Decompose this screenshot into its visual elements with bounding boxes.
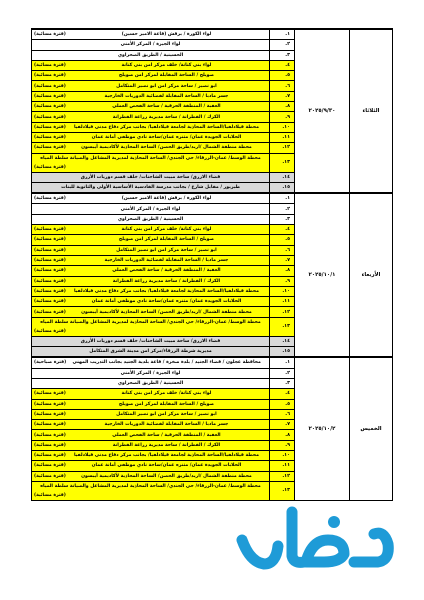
location-text: الكرك / القطرانة / ساحة مديرية زراعة القطرانة bbox=[112, 442, 221, 448]
row-number: ٥. bbox=[270, 71, 295, 81]
row-number: ١٣. bbox=[270, 317, 295, 336]
rased-watermark-logo bbox=[228, 500, 400, 586]
location-text: لواء بني كنانة/ خلف مركز امن بني كنانة bbox=[121, 391, 212, 397]
location-cell bbox=[32, 91, 270, 101]
location-text: محطة منطقة الشمال /اربد/طريق الحصن/ الساحة المحاذية لأكاديمية أيبسون bbox=[81, 145, 252, 151]
location-text: الحلابات الجويدة عمان/ متنزه عمان/ساحة نادي موظفي أمانة عمان bbox=[91, 463, 242, 469]
location-text: ابو نصير / ساحة مركز امن ابو نصير المتكامل bbox=[116, 247, 217, 253]
location-cell bbox=[32, 389, 270, 399]
location-cell bbox=[32, 317, 270, 336]
location-cell bbox=[32, 276, 270, 286]
row-number: ٤. bbox=[270, 60, 295, 70]
period-note: (فترة مسائية) bbox=[34, 247, 66, 253]
location-cell bbox=[32, 368, 270, 378]
location-text: محافظة عجلون / قضاء الجنيد / بلدة صخرة / قاعة بلدية الجنيد بجانب التدريب المهني bbox=[72, 360, 261, 366]
row-number: ١١. bbox=[270, 461, 295, 471]
period-note: (فترة مسائية) bbox=[34, 278, 66, 284]
location-text: محطة الوسط/ عمان-الزرقاء/ حي الجندي/ الساحة المحاذية لمديرية المشاغل والصيانة سلطة المياه bbox=[40, 319, 261, 325]
row-number: ١٣. bbox=[270, 153, 295, 172]
schedule-row bbox=[32, 29, 393, 40]
row-number: ١١. bbox=[270, 132, 295, 142]
location-cell bbox=[32, 347, 270, 358]
period-note: (فترة مسائية) bbox=[34, 73, 66, 79]
period-note: (فترة مسائية) bbox=[34, 328, 66, 334]
row-number: ١١. bbox=[270, 297, 295, 307]
location-cell bbox=[32, 450, 270, 460]
period-note: (فترة مسائية) bbox=[34, 288, 66, 294]
location-text: محطة الوسط/ عمان-الزرقاء/ حي الجندي/ الساحة المحاذية لمديرية المشاغل والصيانة سلطة المياه bbox=[40, 483, 261, 489]
location-text: صويلح / الساحة المقابلة لمركز امن صويلح bbox=[118, 401, 214, 407]
row-number: ٢. bbox=[270, 368, 295, 378]
location-text: لواء بني كنانة/ خلف مركز امن بني كنانة bbox=[121, 227, 212, 233]
row-number: ٥. bbox=[270, 235, 295, 245]
row-number: ٧. bbox=[270, 420, 295, 430]
location-cell bbox=[32, 297, 270, 307]
location-cell bbox=[32, 40, 270, 50]
period-note: (فترة مسائية) bbox=[34, 391, 66, 397]
row-number: ٥. bbox=[270, 399, 295, 409]
period-note: (فترة مسائية) bbox=[34, 114, 66, 120]
location-cell bbox=[32, 481, 270, 500]
row-number: ٨. bbox=[270, 266, 295, 276]
row-number: ٩. bbox=[270, 112, 295, 122]
row-number: ٨. bbox=[270, 102, 295, 112]
location-text: محطة منطقة الشمال /اربد/طريق الحصن/ الساحة المحاذية لأكاديمية أيبسون bbox=[81, 473, 252, 479]
location-cell bbox=[32, 225, 270, 235]
period-note: (فترة مسائية) bbox=[34, 93, 66, 99]
location-text: ابو نصير / ساحة مركز امن ابو نصير المتكامل bbox=[116, 411, 217, 417]
location-cell bbox=[32, 357, 270, 368]
location-cell bbox=[32, 132, 270, 142]
location-text: لواء الجيزة / المركز الأمني bbox=[120, 206, 181, 212]
row-number: ١٤. bbox=[270, 336, 295, 346]
location-cell bbox=[32, 204, 270, 214]
location-text: ابو نصير / ساحة مركز امن ابو نصير المتكامل bbox=[116, 83, 217, 89]
location-text: لواء الجيزة / المركز الأمني bbox=[120, 370, 181, 376]
row-number: ١. bbox=[270, 357, 295, 368]
location-cell bbox=[32, 399, 270, 409]
period-note: (فترة مسائية) bbox=[34, 237, 66, 243]
row-number: ١. bbox=[270, 193, 295, 204]
period-note: (فترة مسائية) bbox=[34, 411, 66, 417]
row-number: ٦. bbox=[270, 81, 295, 91]
schedule-row bbox=[32, 193, 393, 204]
row-number: ٨. bbox=[270, 430, 295, 440]
row-number: ٩. bbox=[270, 440, 295, 450]
period-note: (فترة مسائية) bbox=[34, 32, 66, 38]
row-number: ١. bbox=[270, 29, 295, 40]
date-cell: ٢٠٢٥/١٠/١ bbox=[295, 193, 350, 357]
location-text: العقبة / المنطقة الحرفية / ساحة الفحص العملي bbox=[112, 432, 221, 438]
row-number: ١٠. bbox=[270, 286, 295, 296]
location-cell bbox=[32, 153, 270, 172]
period-note: (فترة مسائية) bbox=[34, 83, 66, 89]
location-cell bbox=[32, 471, 270, 481]
location-cell bbox=[32, 122, 270, 132]
location-cell bbox=[32, 214, 270, 224]
row-number: ٢. bbox=[270, 40, 295, 50]
date-cell: ٢٠٢٥/٩/٣٠ bbox=[295, 29, 350, 193]
period-note: (فترة مسائية) bbox=[34, 258, 66, 264]
location-cell bbox=[32, 420, 270, 430]
date-cell: ٢٠٢٥/١٠/٢ bbox=[295, 357, 350, 500]
location-cell bbox=[32, 81, 270, 91]
location-text: قضاء الازرق/ ساحة مبيت الشاحنات/ خلف قسم دوريات الأزرق bbox=[80, 338, 221, 344]
row-number: ٧. bbox=[270, 91, 295, 101]
location-cell bbox=[32, 172, 270, 182]
period-note: (فترة مسائية) bbox=[34, 268, 66, 274]
period-note: (فترة مسائية) bbox=[34, 299, 66, 305]
period-note: (فترة مسائية) bbox=[34, 442, 66, 448]
location-text: محطة فيلادلفيا/الساحة المحاذية لجامعة فيلادلفيا/ بجانب مركز دفاع مدني فيلادلفيا bbox=[73, 124, 259, 130]
location-cell bbox=[32, 430, 270, 440]
row-number: ٤. bbox=[270, 225, 295, 235]
schedule-row bbox=[32, 357, 393, 368]
location-cell bbox=[32, 255, 270, 265]
rased-logo-icon bbox=[228, 500, 400, 586]
location-text: الحلابات الجويدة عمان/ متنزه عمان/ساحة نادي موظفي أمانة عمان bbox=[91, 299, 242, 305]
location-cell bbox=[32, 245, 270, 255]
location-text: الحلابات الجويدة عمان/ متنزه عمان/ساحة نادي موظفي أمانة عمان bbox=[91, 135, 242, 141]
period-note: (فترة مسائية) bbox=[34, 401, 66, 407]
row-number: ١٥. bbox=[270, 182, 295, 193]
location-cell bbox=[32, 29, 270, 40]
period-note: (فترة مسائية) bbox=[34, 104, 66, 110]
location-cell bbox=[32, 307, 270, 317]
row-number: ٣. bbox=[270, 50, 295, 60]
row-number: ٢. bbox=[270, 204, 295, 214]
location-text: العقبة / المنطقة الحرفية / ساحة الفحص العملي bbox=[112, 268, 221, 274]
location-text: لواء الجيزة / المركز الأمني bbox=[120, 42, 181, 48]
day-cell: الثلاثاء bbox=[350, 29, 393, 193]
location-text: قضاء الازرق/ ساحة مبيت الشاحنات/ خلف قسم دوريات الأزرق bbox=[80, 174, 221, 180]
period-note: (فترة مسائية) bbox=[34, 164, 66, 170]
row-number: ١٢. bbox=[270, 143, 295, 153]
period-note: (فترة مسائية) bbox=[34, 422, 66, 428]
location-text: مديرية شرطة الزرقاء/مركز امن مدينة الشرق المتكامل bbox=[89, 349, 212, 355]
location-cell bbox=[32, 193, 270, 204]
location-cell bbox=[32, 440, 270, 450]
location-text: الحسينية / الطريق الصحراوي bbox=[117, 52, 184, 58]
location-text: صويلح / الساحة المقابلة لمركز امن صويلح bbox=[118, 73, 214, 79]
day-cell: الأربعاء bbox=[350, 193, 393, 357]
row-number: ١٥. bbox=[270, 347, 295, 358]
location-cell bbox=[32, 112, 270, 122]
location-cell bbox=[32, 266, 270, 276]
location-text: لواء الكورة / برقش (قاعة الامير حسين) bbox=[121, 196, 212, 202]
schedule-body bbox=[32, 29, 393, 500]
location-cell bbox=[32, 60, 270, 70]
row-number: ١٣. bbox=[270, 481, 295, 500]
row-number: ٧. bbox=[270, 255, 295, 265]
location-text: صويلح / الساحة المقابلة لمركز امن صويلح bbox=[118, 237, 214, 243]
location-cell bbox=[32, 235, 270, 245]
location-cell bbox=[32, 461, 270, 471]
period-note: (فترة مسائية) bbox=[34, 145, 66, 151]
location-text: محطة فيلادلفيا/الساحة المحاذية لجامعة فيلادلفيا/ بجانب مركز دفاع مدني فيلادلفيا bbox=[73, 288, 259, 294]
row-number: ٦. bbox=[270, 245, 295, 255]
location-cell bbox=[32, 286, 270, 296]
row-number: ١٠. bbox=[270, 122, 295, 132]
row-number: ١٠. bbox=[270, 450, 295, 460]
location-text: جسر مادبا / الساحة المقابلة لقضائية الدوريات الخارجية bbox=[104, 93, 229, 99]
location-cell bbox=[32, 102, 270, 112]
location-cell bbox=[32, 336, 270, 346]
period-note: (فترة مسائية) bbox=[34, 124, 66, 130]
row-number: ١٤. bbox=[270, 172, 295, 182]
schedule-table bbox=[31, 28, 393, 501]
location-cell bbox=[32, 409, 270, 419]
location-text: لواء بني كنانة/ خلف مركز امن بني كنانة bbox=[121, 63, 212, 69]
location-text: محطة فيلادلفيا/الساحة المحاذية لجامعة فيلادلفيا/ بجانب مركز دفاع مدني فيلادلفيا bbox=[73, 453, 259, 459]
period-note: (فترة مسائية) bbox=[34, 309, 66, 315]
location-cell bbox=[32, 378, 270, 388]
period-note: (فترة مسائية) bbox=[34, 227, 66, 233]
day-cell: الخميس bbox=[350, 357, 393, 500]
location-text: الكرك / القطرانة / ساحة مديرية زراعة القطرانة bbox=[112, 114, 221, 120]
location-text: جسر مادبا / الساحة المقابلة لقضائية الدوريات الخارجية bbox=[104, 422, 229, 428]
period-note: (فترة مسائية) bbox=[34, 63, 66, 69]
location-cell bbox=[32, 71, 270, 81]
location-cell bbox=[32, 182, 270, 193]
row-number: ٦. bbox=[270, 409, 295, 419]
row-number: ٣. bbox=[270, 214, 295, 224]
period-note: (فترة مسائية) bbox=[34, 196, 66, 202]
location-text: العقبة / المنطقة الحرفية / ساحة الفحص العملي bbox=[112, 104, 221, 110]
location-text: محطة منطقة الشمال /اربد/طريق الحصن/ الساحة المحاذية لأكاديمية أيبسون bbox=[81, 309, 252, 315]
location-text: جسر مادبا / الساحة المقابلة لقضائية الدوريات الخارجية bbox=[104, 258, 229, 264]
location-cell bbox=[32, 50, 270, 60]
row-number: ٤. bbox=[270, 389, 295, 399]
location-text: الكرك / القطرانة / ساحة مديرية زراعة القطرانة bbox=[112, 278, 221, 284]
row-number: ٣. bbox=[270, 378, 295, 388]
row-number: ٩. bbox=[270, 276, 295, 286]
row-number: ١٢. bbox=[270, 307, 295, 317]
period-note: (فترة مسائية) bbox=[34, 463, 66, 469]
period-note: (فترة مسائية) bbox=[34, 432, 66, 438]
location-text: محطة الوسط/ عمان-الزرقاء/ حي الجندي/ الساحة المحاذية لمديرية المشاغل والصيانة سلطة المياه bbox=[40, 155, 261, 161]
location-text: لواء الكورة / برقش (قاعة الامير حسين) bbox=[121, 32, 212, 38]
period-note: (فترة مسائية) bbox=[34, 473, 66, 479]
row-number: ١٢. bbox=[270, 471, 295, 481]
period-note: (فترة مسائية) bbox=[34, 453, 66, 459]
location-text: الحسينية / الطريق الصحراوي bbox=[117, 381, 184, 387]
period-note: (فترة صباحية) bbox=[34, 360, 67, 366]
location-cell bbox=[32, 143, 270, 153]
period-note: (فترة مسائية) bbox=[34, 135, 66, 141]
location-text: الحسينية / الطريق الصحراوي bbox=[117, 216, 184, 222]
period-note: (فترة مسائية) bbox=[34, 492, 66, 498]
location-text: طبربور / مقابل شارع / بجانب مدرسة القادسية الأساسية الأولى والثانوية للبنات bbox=[61, 185, 240, 190]
